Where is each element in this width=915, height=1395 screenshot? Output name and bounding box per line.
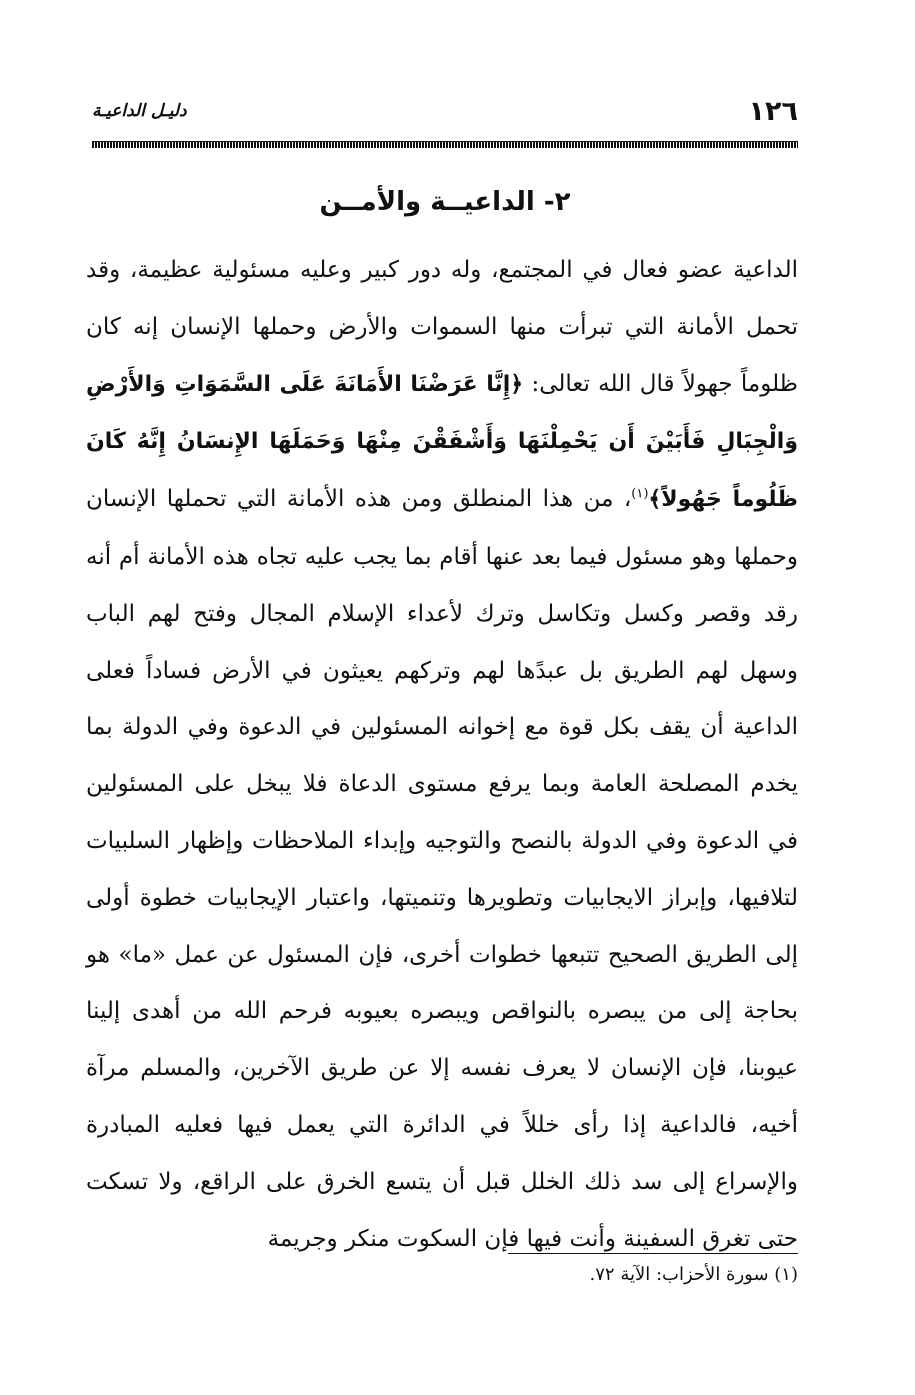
- body-continuation: ، من هذا المنطلق ومن هذه الأمانة التي تحملها الإنسان وحملها وهو مسئول فيما بعد عنها أقام بما يجب عليه تجاه هذه الأمانة أم أنه رقد وقصر وكسل وتكاسل وترك لأعداء الإسلام المجال وفتح لهم الباب وسهل لهم الطريق بل عبدًها لهم وتركهم يعيثون في الأرض فساداً فعلى الداعية أن يقف بكل قوة مع إخوانه المسئولين في الدعوة وفي الدولة بما يخدم المصلحة العامة وبما يرفع مستوى الدعاة فلا يبخل على المسئولين في الدعوة وفي الدولة بالنصح والتوجيه وإبداء الملاحظات وإظهار السلبيات لتلافيها، وإبراز الايجابيات وتطويرها وتنميتها، واعتبار الإيجابيات خطوة أولى إلى الطريق الصحيح تتبعها خطوات أخرى، فإن المسئول عن عمل «ما» هو بحاجة إلى من يبصره بالنواقص ويبصره بعيوبه فرحم الله من أهدى إلينا عيوبنا، فإن الإنسان لا يعرف نفسه إلا عن طريق الآخرين، والمسلم مرآة أخيه، فالداعية إذا رأى خللاً في الدائرة التي يعمل فيها فعليه المبادرة والإسراع إلى سد ذلك الخلل قبل أن يتسع الخرق على الراقع، ولا تسكت حتى تغرق السفينة وأنت فيها فإن السكوت منكر وجريمة: [86, 486, 798, 1252]
- quran-verse: ﴿إِنَّا عَرَضْنَا الأَمَانَةَ عَلَى السَّمَوَاتِ وَالأَرْضِ وَالْجِبَالِ فَأَبَيْنَ أَن يَحْمِلْنَهَا وَأَشْفَقْنَ مِنْهَا وَحَمَلَهَا الإِنسَانُ إِنَّهُ كَانَ ظَلُوماً جَهُولاً﴾: [86, 371, 798, 513]
- footnote-reference[interactable]: (١): [631, 486, 649, 502]
- header-rule: [92, 141, 798, 148]
- body-intro: الداعية عضو فعال في المجتمع، وله دور كبير وعليه مسئولية عظيمة، وقد تحمل الأمانة التي تبرأت منها السموات والأرض وحملها الإنسان إنه كان ظلوماً جهولاً قال الله تعالى:: [86, 257, 798, 397]
- body-paragraph: [86, 242, 798, 1267]
- book-title: دليـل الداعيـة: [92, 101, 187, 121]
- page-number: ١٢٦: [748, 96, 798, 127]
- section-heading: ٢- الداعيــة والأمــن: [319, 187, 571, 217]
- footnote-rule: [508, 1253, 798, 1254]
- footnote: (١) سورة الأحزاب: الآية ٧٢.: [589, 1264, 798, 1285]
- running-header: [92, 92, 798, 132]
